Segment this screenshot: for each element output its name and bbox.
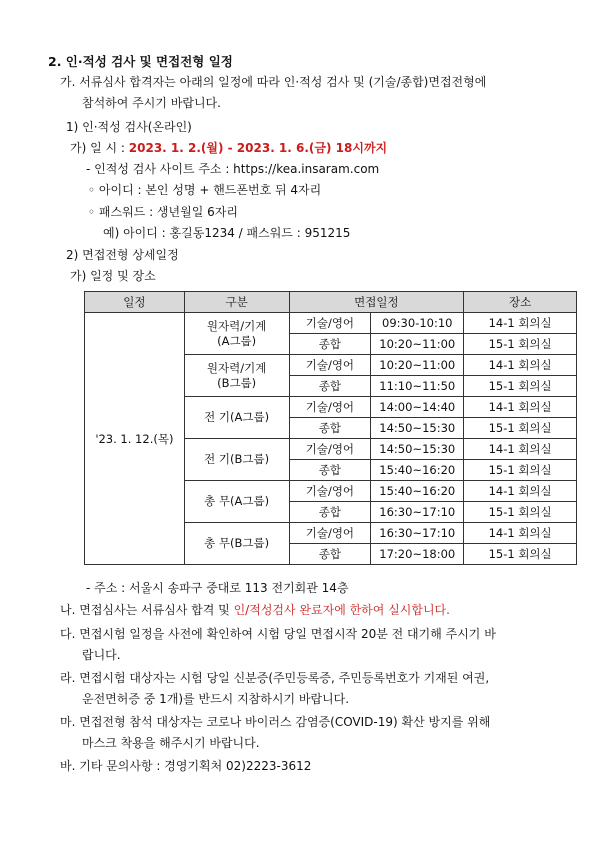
para-ga-line2: 참석하여 주시기 바랍니다. bbox=[82, 96, 221, 110]
room-cell: 15-1 회의실 bbox=[464, 460, 577, 481]
interview-time-cell: 09:30-10:10 bbox=[371, 313, 464, 334]
interview-type-cell: 기술/영어 bbox=[289, 313, 371, 334]
group-name-line1: 총 무(B그룹) bbox=[204, 536, 270, 550]
section-title: 2. 인·적성 검사 및 면접전형 일정 bbox=[48, 54, 233, 69]
item1-date-label: 가) 일 시 : bbox=[70, 141, 129, 155]
para-ma-line2: 마스크 착용을 해주시기 바랍니다. bbox=[82, 736, 260, 750]
para-ba: 바. 기타 문의사항 : 경영기획처 02)2223-3612 bbox=[60, 759, 312, 773]
item1-id: ◦ 아이디 : 본인 성명 + 핸드폰번호 뒤 4자리 bbox=[88, 183, 322, 197]
item1-pw: ◦ 패스워드 : 생년월일 6자리 bbox=[88, 205, 238, 219]
item2-title: 2) 면접전형 상세일정 bbox=[66, 248, 179, 262]
table-body bbox=[85, 313, 577, 565]
group-name-cell bbox=[184, 355, 289, 397]
interview-time-cell: 14:50~15:30 bbox=[371, 418, 464, 439]
group-name-line1: 원자력/기계 bbox=[206, 318, 267, 333]
interview-type-cell: 종합 bbox=[289, 418, 371, 439]
interview-time-cell: 11:10~11:50 bbox=[371, 376, 464, 397]
group-name-cell bbox=[184, 313, 289, 355]
item1-site: - 인적성 검사 사이트 주소 : https://kea.insaram.com bbox=[86, 162, 380, 176]
para-ra-line1: 라. 면접시험 대상자는 시험 당일 신분증(주민등록증, 주민등록번호가 기재된 여권, bbox=[60, 671, 490, 685]
interview-time-cell: 16:30~17:10 bbox=[371, 502, 464, 523]
para-da-line1: 다. 면접시험 일정을 사전에 확인하여 시험 당일 면접시작 20분 전 대기해 주시기 바 bbox=[60, 627, 496, 641]
group-name-cell bbox=[184, 481, 289, 523]
group-name-cell bbox=[184, 439, 289, 481]
interview-type-cell: 기술/영어 bbox=[289, 439, 371, 460]
para-na bbox=[60, 602, 450, 618]
room-cell: 15-1 회의실 bbox=[464, 544, 577, 565]
group-name-line2: (A그룹) bbox=[217, 333, 257, 348]
room-cell: 14-1 회의실 bbox=[464, 523, 577, 544]
group-name-line1: 전 기(B그룹) bbox=[204, 452, 270, 466]
para-ra-line2: 운전면허증 중 1개)를 반드시 지참하시기 바랍니다. bbox=[82, 692, 350, 706]
item1-example: 예) 아이디 : 홍길동1234 / 패스워드 : 951215 bbox=[103, 226, 351, 240]
interview-time-cell: 15:40~16:20 bbox=[371, 460, 464, 481]
interview-time-cell: 15:40~16:20 bbox=[371, 481, 464, 502]
group-name-cell bbox=[184, 523, 289, 565]
interview-type-cell: 기술/영어 bbox=[289, 355, 371, 376]
para-da-line2: 랍니다. bbox=[82, 648, 121, 662]
interview-type-cell: 기술/영어 bbox=[289, 481, 371, 502]
header-category: 구분 bbox=[184, 292, 289, 313]
room-cell: 14-1 회의실 bbox=[464, 355, 577, 376]
group-name-line1: 전 기(A그룹) bbox=[204, 410, 270, 424]
room-cell: 15-1 회의실 bbox=[464, 376, 577, 397]
item1-date bbox=[70, 140, 387, 156]
group-name-line1: 원자력/기계 bbox=[206, 360, 267, 375]
room-cell: 14-1 회의실 bbox=[464, 481, 577, 502]
group-name-line2: (B그룹) bbox=[217, 375, 257, 390]
header-interview-schedule: 면접일정 bbox=[289, 292, 464, 313]
item1-date-value: 2023. 1. 2.(월) - 2023. 1. 6.(금) 18시까지 bbox=[128, 141, 388, 155]
interview-time-cell: 16:30~17:10 bbox=[371, 523, 464, 544]
interview-type-cell: 종합 bbox=[289, 502, 371, 523]
address: - 주소 : 서울시 송파구 중대로 113 전기회관 14층 bbox=[86, 581, 349, 595]
table-row bbox=[85, 313, 577, 334]
interview-type-cell: 기술/영어 bbox=[289, 397, 371, 418]
interview-time-cell: 17:20~18:00 bbox=[371, 544, 464, 565]
interview-type-cell: 종합 bbox=[289, 376, 371, 397]
room-cell: 15-1 회의실 bbox=[464, 502, 577, 523]
room-cell: 14-1 회의실 bbox=[464, 439, 577, 460]
table-header-row bbox=[85, 292, 577, 313]
room-cell: 14-1 회의실 bbox=[464, 313, 577, 334]
para-na-red: 인/적성검사 완료자에 한하여 실시합니다. bbox=[233, 603, 450, 617]
schedule-date-cell: '23. 1. 12.(목) bbox=[85, 313, 185, 565]
item2-sub: 가) 일정 및 장소 bbox=[70, 269, 156, 283]
room-cell: 15-1 회의실 bbox=[464, 334, 577, 355]
interview-time-cell: 14:50~15:30 bbox=[371, 439, 464, 460]
header-place: 장소 bbox=[464, 292, 577, 313]
header-date: 일정 bbox=[85, 292, 185, 313]
interview-time-cell: 10:20~11:00 bbox=[371, 334, 464, 355]
para-ga-line1: 가. 서류심사 합격자는 아래의 일정에 따라 인·적성 검사 및 (기술/종합)면접전형에 bbox=[60, 75, 487, 89]
interview-time-cell: 14:00~14:40 bbox=[371, 397, 464, 418]
interview-type-cell: 종합 bbox=[289, 544, 371, 565]
interview-time-cell: 10:20~11:00 bbox=[371, 355, 464, 376]
interview-type-cell: 종합 bbox=[289, 460, 371, 481]
schedule-table bbox=[84, 291, 577, 565]
group-name-line1: 총 무(A그룹) bbox=[204, 494, 270, 508]
para-na-plain: 나. 면접심사는 서류심사 합격 및 bbox=[60, 603, 234, 617]
interview-type-cell: 기술/영어 bbox=[289, 523, 371, 544]
room-cell: 14-1 회의실 bbox=[464, 397, 577, 418]
para-ma-line1: 마. 면접전형 참석 대상자는 코로나 바이러스 감염증(COVID-19) 확산 방지를 위해 bbox=[60, 715, 491, 729]
item1-title: 1) 인·적성 검사(온라인) bbox=[66, 120, 192, 134]
group-name-cell bbox=[184, 397, 289, 439]
interview-type-cell: 종합 bbox=[289, 334, 371, 355]
room-cell: 15-1 회의실 bbox=[464, 418, 577, 439]
